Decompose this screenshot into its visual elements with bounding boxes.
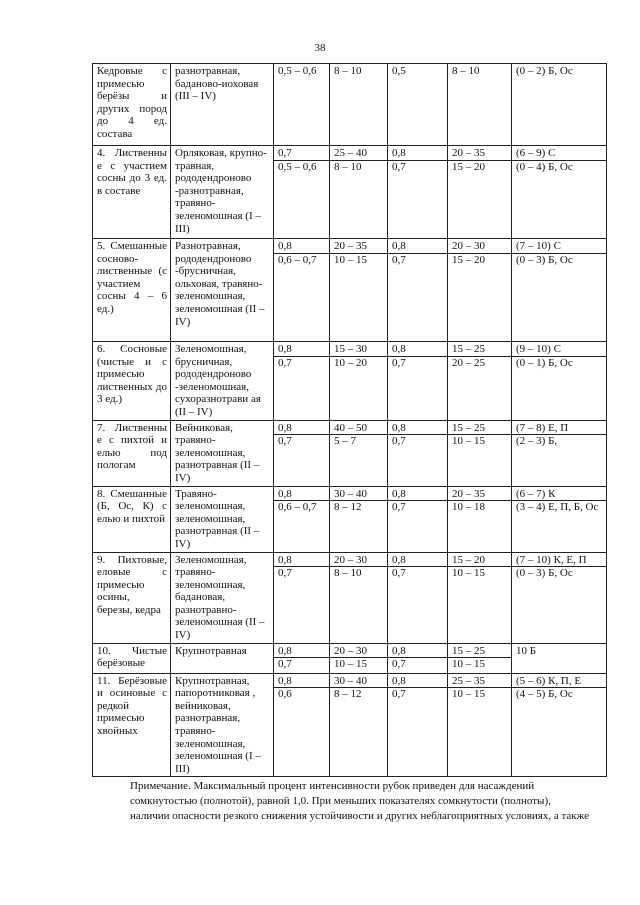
cell-value: 0,8 [392,644,406,657]
cell-value: 10 – 18 [448,500,511,514]
cell-value: 30 – 40 [334,487,367,500]
cell-value: 10 – 15 [448,687,511,701]
table-row [93,342,607,421]
cell-forest-type: Травяно-зеленомошная, зеленомошная, разнотравная (II – IV) [171,486,274,552]
cell-value: (7 – 10) К, Е, П [516,553,587,566]
cell-value: 0,8 [392,240,406,252]
cell-value: (0 – 2) Б, Ос [516,65,573,77]
table-row [93,673,607,777]
cell-value: (4 – 5) Б, Ос [512,687,606,701]
cell-c7 [512,643,607,673]
table-row [93,420,607,486]
cell-value: 0,7 [274,657,329,671]
note-line-1: Примечание. Максимальный процент интенсивности рубок приведен для насаждений [130,780,535,792]
cell-stand-type: 6. Сосновые (чистые и с примесью лиственных до 3 ед.) [93,342,171,421]
cell-value: 0,7 [388,566,447,580]
cell-stand-type: 7. Лиственны е с пихтой и елью под пологам [93,420,171,486]
cell-c5 [388,146,448,239]
cell-value: 20 – 30 [334,644,367,657]
table-row [93,552,607,643]
footnote [92,779,606,824]
cell-stand-type: 4. Лиственны е с участием сосны до 3 ед. в составе [93,146,171,239]
cell-value: 0,8 [278,421,292,434]
cell-c6 [448,420,512,486]
cell-value: 0,7 [388,657,447,671]
cell-value: 20 – 30 [452,240,485,252]
cell-c6 [448,552,512,643]
cell-value: 0,7 [388,500,447,514]
cell-c3 [274,552,330,643]
cell-forest-type: Вейниковая, травяно-зеленомошная, разнотравная (II – IV) [171,420,274,486]
cell-c6 [448,342,512,421]
cell-value: (6 – 7) К [516,487,556,500]
cell-value: 0,7 [274,566,329,580]
cell-value: 0,7 [388,356,447,370]
cell-value: 8 – 12 [330,687,387,701]
cell-value: 8 – 10 [452,65,480,77]
cell-value: 25 – 35 [452,674,485,687]
cell-c7 [512,420,607,486]
cell-value: 0,7 [274,356,329,370]
cell-value: 10 – 15 [330,657,387,671]
cell-c6 [448,146,512,239]
cell-c3 [274,146,330,239]
cell-value: 15 – 20 [452,553,485,566]
cell-value: 10 – 20 [330,356,387,370]
cell-c4 [330,64,388,146]
cell-value: 5 – 7 [330,434,387,448]
cell-c5 [388,673,448,777]
cell-value: 0,7 [388,434,447,448]
table-row [93,486,607,552]
cell-c4 [330,643,388,673]
cell-c3 [274,486,330,552]
cell-value: (0 – 4) Б, Ос [512,160,606,174]
cell-value: 15 – 20 [448,253,511,267]
cell-value: 0,8 [392,147,406,159]
cell-value: 0,8 [392,674,406,687]
cell-value: (0 – 3) Б, Ос [512,253,606,267]
cell-c7 [512,673,607,777]
cell-c3 [274,643,330,673]
cell-value: (3 – 4) Е, П, Б, Ос [512,500,606,514]
cell-forest-type: Крупнотравная, папоротниковая , вейниковая, разнотравная, травяно-зеленомошная, зеленомошная (I – III) [171,673,274,777]
cell-value: (7 – 8) Е, П [516,421,569,434]
forest-thinning-table [92,63,607,777]
cell-c4 [330,239,388,342]
cell-c3 [274,342,330,421]
cell-c3 [274,673,330,777]
cell-c6 [448,64,512,146]
cell-value: 15 – 25 [452,644,485,657]
cell-value: 10 – 15 [330,253,387,267]
note-line-3: наличии опасности резкого снижения устойчивости и других неблагоприятных условиях, а также [130,810,589,822]
cell-value: (0 – 1) Б, Ос [512,356,606,370]
cell-value: 8 – 10 [330,566,387,580]
cell-c6 [448,486,512,552]
cell-value: (0 – 3) Б, Ос [512,566,606,580]
cell-c5 [388,342,448,421]
cell-value: 0,6 – 0,7 [274,253,329,267]
cell-c3 [274,420,330,486]
table-body [93,64,607,777]
cell-value: 0,6 – 0,7 [274,500,329,514]
cell-c3 [274,64,330,146]
cell-value: 0,5 – 0,6 [274,160,329,174]
cell-value: 0,8 [392,421,406,434]
cell-c5 [388,486,448,552]
cell-c4 [330,342,388,421]
cell-value: 20 – 35 [452,487,485,500]
cell-value: 20 – 25 [448,356,511,370]
cell-c3 [274,239,330,342]
cell-c7 [512,239,607,342]
cell-forest-type: Орляковая, крупно-травная, рододендроново -разнотравная, травяно-зеленомошная (I – III) [171,146,274,239]
cell-c6 [448,643,512,673]
cell-c5 [388,643,448,673]
cell-value: 40 – 50 [334,421,367,434]
cell-forest-type: Зеленомошная, брусничная, рододендроново -зеленомошная, сухоразнотрави ая (II – IV) [171,342,274,421]
cell-value: 0,8 [278,240,292,252]
cell-value: 0,8 [392,487,406,500]
cell-value: 0,7 [274,434,329,448]
cell-value: 0,8 [278,644,292,657]
cell-value: 0,5 – 0,6 [278,65,317,77]
cell-forest-type: разнотравная, баданово-иоховая (III – IV) [171,64,274,146]
cell-value: 0,8 [392,553,406,566]
cell-stand-type: 9. Пихтовые, еловые с примесью осины, березы, кедра [93,552,171,643]
cell-value: 15 – 25 [452,343,485,355]
cell-value: (5 – 6) К, П, Е [516,674,582,687]
cell-value: 0,7 [388,253,447,267]
table-row [93,64,607,146]
cell-c5 [388,552,448,643]
cell-c5 [388,64,448,146]
cell-value: 10 – 15 [448,566,511,580]
cell-c4 [330,552,388,643]
cell-c5 [388,239,448,342]
cell-c7 [512,486,607,552]
note-line-2: сомкнутостью (полнотой), равной 1,0. При меньших показателях сомкнутости (полноты), [130,795,551,807]
cell-value: 30 – 40 [334,674,367,687]
cell-c7 [512,552,607,643]
cell-forest-type: Разнотравная, рододендроново -брусничная, ольховая, травяно-зеленомошная, зеленомошная (II – IV) [171,239,274,342]
cell-c4 [330,673,388,777]
cell-value: 15 – 30 [334,343,367,355]
cell-stand-type: Кедровые с примесью берёзы и других пород до 4 ед. состава [93,64,171,146]
cell-value: (9 – 10) С [516,343,561,355]
cell-value: 0,8 [392,343,406,355]
page-number: 38 [314,42,326,54]
cell-value: 0,7 [388,687,447,701]
cell-stand-type: 8. Смешанные (Б, Ос, К) с елью и пихтой [93,486,171,552]
table-row [93,643,607,673]
cell-c6 [448,239,512,342]
cell-value: 10 Б [516,644,537,657]
cell-value: 20 – 35 [452,147,485,159]
cell-value: (6 – 9) С [516,147,556,159]
cell-value: 10 – 15 [448,434,511,448]
cell-forest-type: Зеленомошная, травяно-зеленомошная, бадановая, разнотравно-зеленомошная (II – IV) [171,552,274,643]
cell-stand-type: 11. Берёзовые и осиновые с редкой примесью хвойных [93,673,171,777]
cell-value: 8 – 12 [330,500,387,514]
cell-c4 [330,420,388,486]
table-row [93,146,607,239]
cell-stand-type: 5. Смешанные сосново-лиственные (с участием сосны 4 – 6 ед.) [93,239,171,342]
cell-value: 20 – 35 [334,240,367,252]
cell-c4 [330,146,388,239]
cell-c7 [512,342,607,421]
cell-value: 20 – 30 [334,553,367,566]
cell-value: (2 – 3) Б, [512,434,606,448]
cell-value: 8 – 10 [330,160,387,174]
cell-value: (7 – 10) С [516,240,561,252]
cell-c7 [512,64,607,146]
cell-value: 15 – 20 [448,160,511,174]
cell-c5 [388,420,448,486]
cell-c7 [512,146,607,239]
cell-value: 0,5 [392,65,406,77]
cell-value: 0,7 [278,147,292,159]
cell-value: 0,6 [274,687,329,701]
cell-value: 8 – 10 [334,65,362,77]
cell-value: 0,8 [278,674,292,687]
cell-value: 25 – 40 [334,147,367,159]
cell-c6 [448,673,512,777]
cell-c4 [330,486,388,552]
cell-value: 0,8 [278,553,292,566]
cell-value: 0,8 [278,487,292,500]
cell-value: 15 – 25 [452,421,485,434]
cell-value: 10 – 15 [448,657,511,671]
cell-value: 0,8 [278,343,292,355]
cell-value: 0,7 [388,160,447,174]
table-row [93,239,607,342]
cell-stand-type: 10. Чистые берёзовые [93,643,171,673]
cell-forest-type: Крупнотравная [171,643,274,673]
